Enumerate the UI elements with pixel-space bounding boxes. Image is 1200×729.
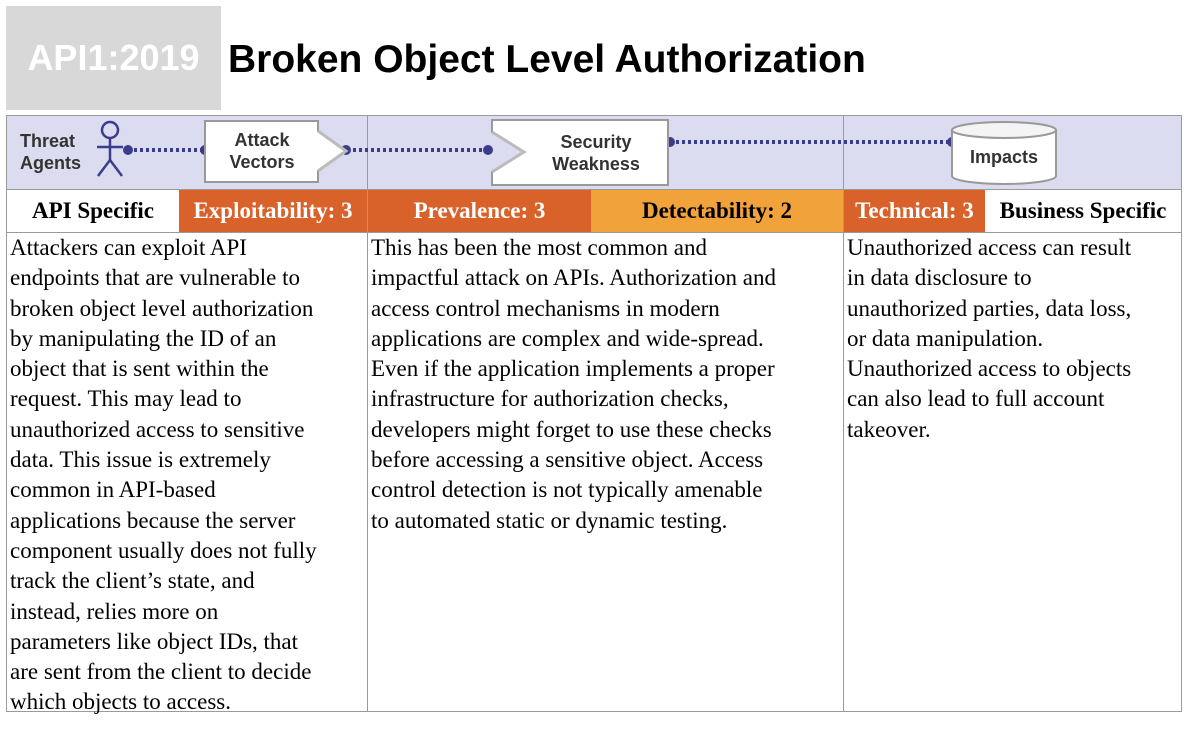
technical-rating: Technical: 3 xyxy=(844,190,985,232)
risk-id-badge: API1:2019 xyxy=(6,6,221,110)
security-weakness-label: Security Weakness xyxy=(552,132,640,174)
exploitability-rating: Exploitability: 3 xyxy=(179,190,367,232)
impacts-label: Impacts xyxy=(969,147,1039,167)
business-specific-label: Business Specific xyxy=(985,190,1181,232)
api-specific-label: API Specific xyxy=(7,190,179,232)
attack-vectors-label: Attack Vectors xyxy=(229,130,295,172)
threat-agents-label: Threat Agents xyxy=(20,131,82,173)
impacts-description: Unauthorized access can result in data disclosure to unauthorized parties, data loss, or data manipulation. Unauthorized access to objects can also lead to full account takeover. xyxy=(847,235,1132,442)
page-title: Broken Object Level Authorization xyxy=(228,38,866,81)
person-icon xyxy=(97,122,123,176)
security-weakness-description: This has been the most common and impactful attack on APIs. Authorization and access control mechanisms in modern applications are complex and wide-spread. Even if the application implements a proper infrastructure for authorization checks, developers might forget to use these checks before accessing a sensitive object. Access control detection is not typically amenable to automated static or dynamic testing. xyxy=(371,235,776,533)
prevalence-rating: Prevalence: 3 xyxy=(368,190,591,232)
threat-agents-description: Attackers can exploit API endpoints that are vulnerable to broken object level authorization by manipulating the ID of an object that is sent within the request. This may lead to unauthorized access to sensitive data. This issue is extremely common in API-based applications because the server component usually does not fully track the client’s state, and instead, relies more on parameters like object IDs, that are sent from the client to decide which objects to access. xyxy=(10,235,317,715)
detectability-rating: Detectability: 2 xyxy=(591,190,843,232)
